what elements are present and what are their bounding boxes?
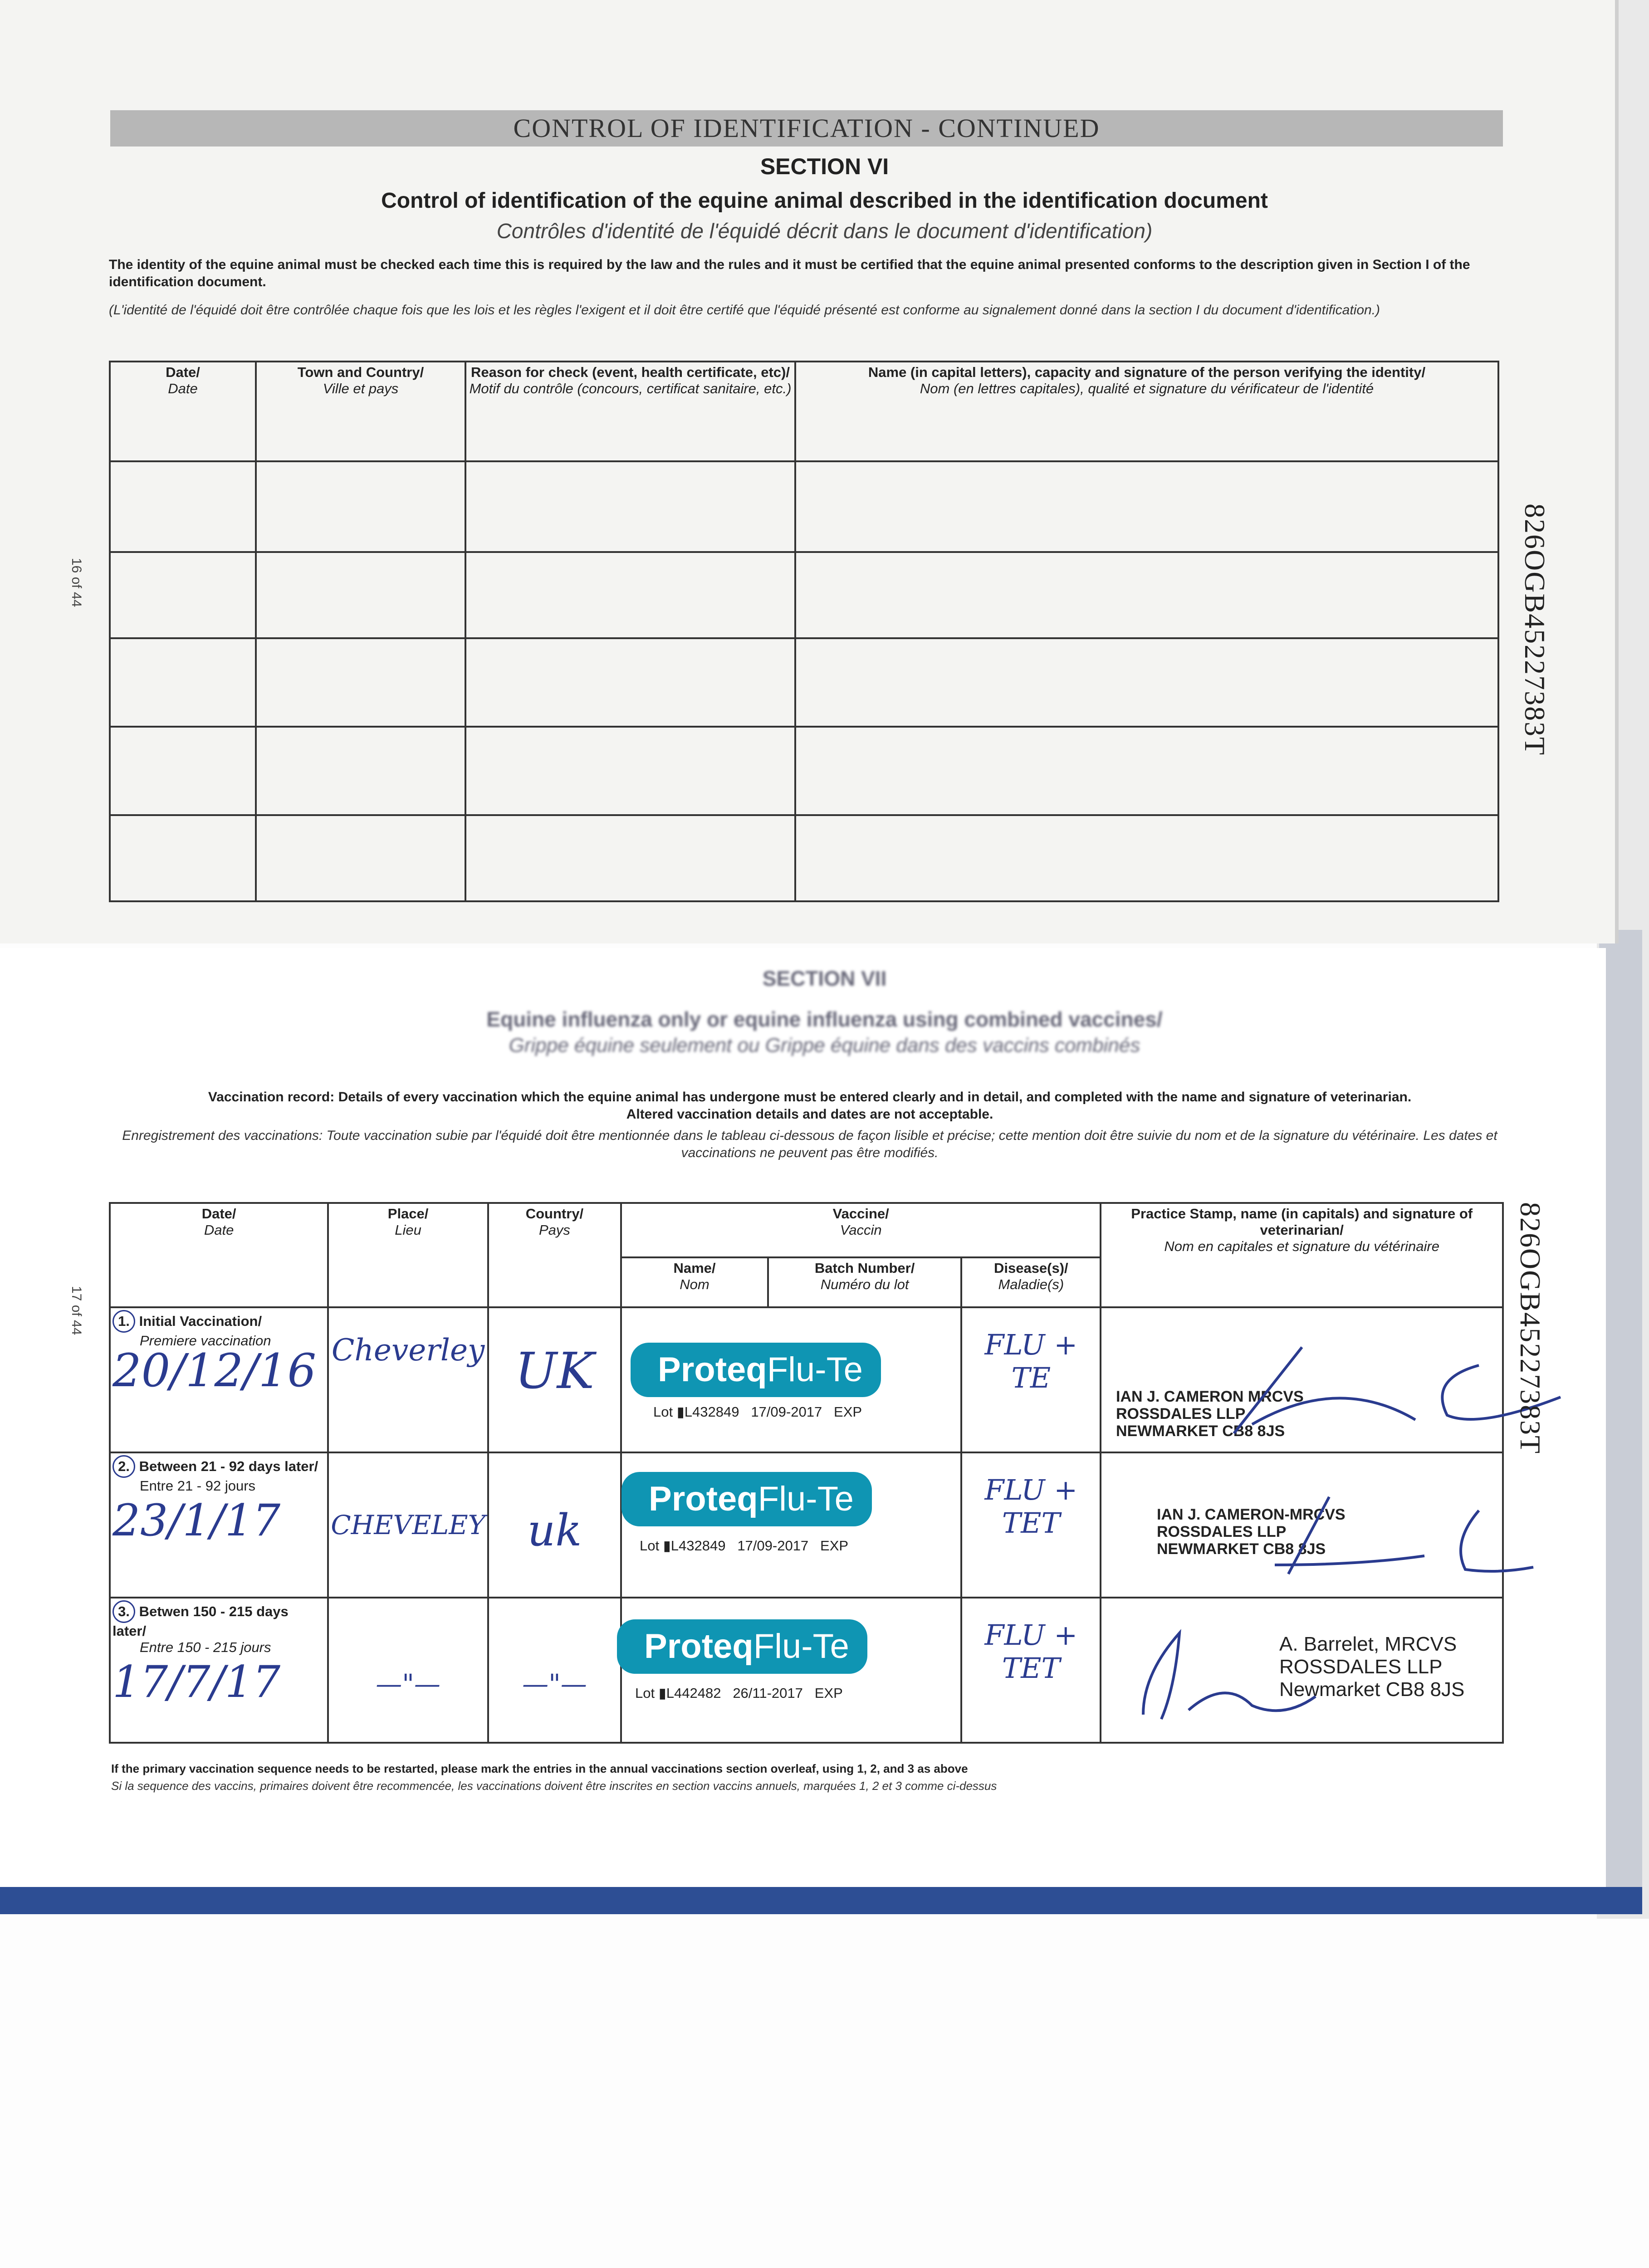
vaccine-sticker: ProteqFlu-Te <box>617 1619 867 1674</box>
section-subtitle: Control of identification of the equine animal described in the identification document <box>381 189 1268 213</box>
row1-country: UK <box>488 1307 621 1452</box>
footnote: If the primary vaccination sequence needs to be restarted, please mark the entries in the annual vaccinations section overleaf, using 1, 2, and 3 as above <box>111 1762 968 1775</box>
vet-signature <box>1270 1483 1542 1583</box>
row2-disease: FLU + TET <box>961 1452 1101 1598</box>
section-title: SECTION VII <box>762 967 887 990</box>
book-cover <box>0 1887 1642 1914</box>
header-disease: Disease(s)/ Maladie(s) <box>961 1257 1101 1307</box>
banner: CONTROL OF IDENTIFICATION - CONTINUED <box>110 110 1503 147</box>
row2-place: CHEVELEY <box>328 1452 488 1598</box>
intro-text: Vaccination record: Details of every vaccination which the equine animal has undergone must be entered clearly and in detail, and completed with the name and signature of veterinarian. Altered vaccination details and dates are not acceptable. <box>208 1090 1412 1122</box>
row2-date-cell: 2. Between 21 - 92 days later/ Entre 21 - 92 jours 23/1/17 <box>110 1452 328 1598</box>
header-vaccine: Vaccine/ Vaccin <box>621 1203 1101 1257</box>
table-row <box>110 638 1498 727</box>
header-name: Name (in capital letters), capacity and signature of the person verifying the identity/ Nom (en lettres capitales), qualité et signature du vérificateur de l'identité <box>795 362 1498 461</box>
vet-stamp: IAN J. CAMERON-MRCVS ROSSDALES LLP NEWMARKET CB8 8JS <box>1157 1506 1346 1558</box>
header-country: Country/ Pays <box>488 1203 621 1307</box>
row1-date-cell: 1. Initial Vaccination/ Premiere vaccination 20/12/16 <box>110 1307 328 1452</box>
page-label: 16 of 44 <box>69 558 84 607</box>
header-place: Place/ Lieu <box>328 1203 488 1307</box>
header-date: Date/ Date <box>110 362 256 461</box>
passport-number: 826OGB45227383T <box>1519 503 1551 756</box>
batch-number: Lot ▮L432849 17/09-2017 EXP <box>640 1538 849 1554</box>
row1-place: Cheverley <box>328 1307 488 1452</box>
page-label: 17 of 44 <box>69 1286 84 1335</box>
footnote-fr: Si la sequence des vaccins, primaires doivent être recommencée, les vaccinations doivent être inscrites en section vaccins annuels, marquées 1, 2 et 3 comme ci-dessus <box>111 1779 997 1793</box>
passport-number: 826OGB45227383T <box>1514 1202 1546 1455</box>
section-title: SECTION VI <box>760 154 889 179</box>
vet-stamp: A. Barrelet, MRCVS ROSSDALES LLP Newmarket CB8 8JS <box>1279 1633 1465 1701</box>
handwritten-date: 17/7/17 <box>113 1657 281 1707</box>
intro-text: The identity of the equine animal must be checked each time this is required by the law and the rules and it must be certified that the equine animal presented conforms to the description given in Section I of the identification document. <box>109 257 1470 289</box>
row3-place: —"— <box>328 1598 488 1743</box>
row2-country: uk <box>488 1452 621 1598</box>
vaccine-sticker: ProteqFlu-Te <box>621 1472 872 1526</box>
row3-country: —"— <box>488 1598 621 1743</box>
table-row <box>110 552 1498 638</box>
vet-signature <box>1134 1619 1325 1728</box>
identification-table <box>109 361 1499 902</box>
header-vaccine-name: Name/ Nom <box>621 1257 768 1307</box>
section-subtitle-fr: Grippe équine seulement ou Grippe équine dans des vaccins combinés <box>509 1034 1140 1056</box>
header-date: Date/ Date <box>110 1203 328 1307</box>
handwritten-date: 20/12/16 <box>113 1344 317 1397</box>
handwritten-date: 23/1/17 <box>113 1495 281 1546</box>
table-row <box>110 815 1498 901</box>
intro-text-fr: (L'identité de l'équidé doit être contrôlée chaque fois que les lois et les règles l'exigent et il doit être certifé que l'équidé présenté est conforme au signalement donné dans la section I du document d'identification.) <box>109 303 1380 318</box>
table-row <box>110 461 1498 552</box>
table-row <box>110 727 1498 815</box>
header-town: Town and Country/ Ville et pays <box>256 362 465 461</box>
vet-stamp: IAN J. CAMERON MRCVS ROSSDALES LLP NEWMARKET CB8 8JS <box>1116 1388 1304 1440</box>
section-subtitle: Equine influenza only or equine influenza using combined vaccines/ <box>486 1007 1163 1031</box>
section-subtitle-fr: Contrôles d'identité de l'équidé décrit dans le document d'identification) <box>496 219 1153 243</box>
page-16 <box>0 0 1619 943</box>
batch-number: Lot ▮L442482 26/11-2017 EXP <box>635 1685 843 1701</box>
page-17 <box>0 948 1606 1896</box>
header-practice: Practice Stamp, name (in capitals) and signature of veterinarian/ Nom en capitales et signature du vétérinaire <box>1101 1203 1503 1307</box>
row1-disease: FLU + TE <box>961 1307 1101 1452</box>
intro-text-fr: Enregistrement des vaccinations: Toute vaccination subie par l'équidé doit être mentionnée dans le tableau ci-dessous de façon lisible et précise; cette mention doit être suivie du nom et de la signature du vétérinaire. Les dates et vaccinations ne peuvent pas être modifiés. <box>122 1128 1497 1160</box>
header-batch: Batch Number/ Numéro du lot <box>768 1257 961 1307</box>
row3-date-cell: 3. Betwen 150 - 215 days later/ Entre 150 - 215 jours 17/7/17 <box>110 1598 328 1743</box>
batch-number: Lot ▮L432849 17/09-2017 EXP <box>653 1404 862 1420</box>
vaccine-sticker: ProteqFlu-Te <box>631 1343 881 1397</box>
row3-disease: FLU + TET <box>961 1598 1101 1743</box>
header-reason: Reason for check (event, health certificate, etc)/ Motif du contrôle (concours, certificat sanitaire, etc.) <box>465 362 795 461</box>
